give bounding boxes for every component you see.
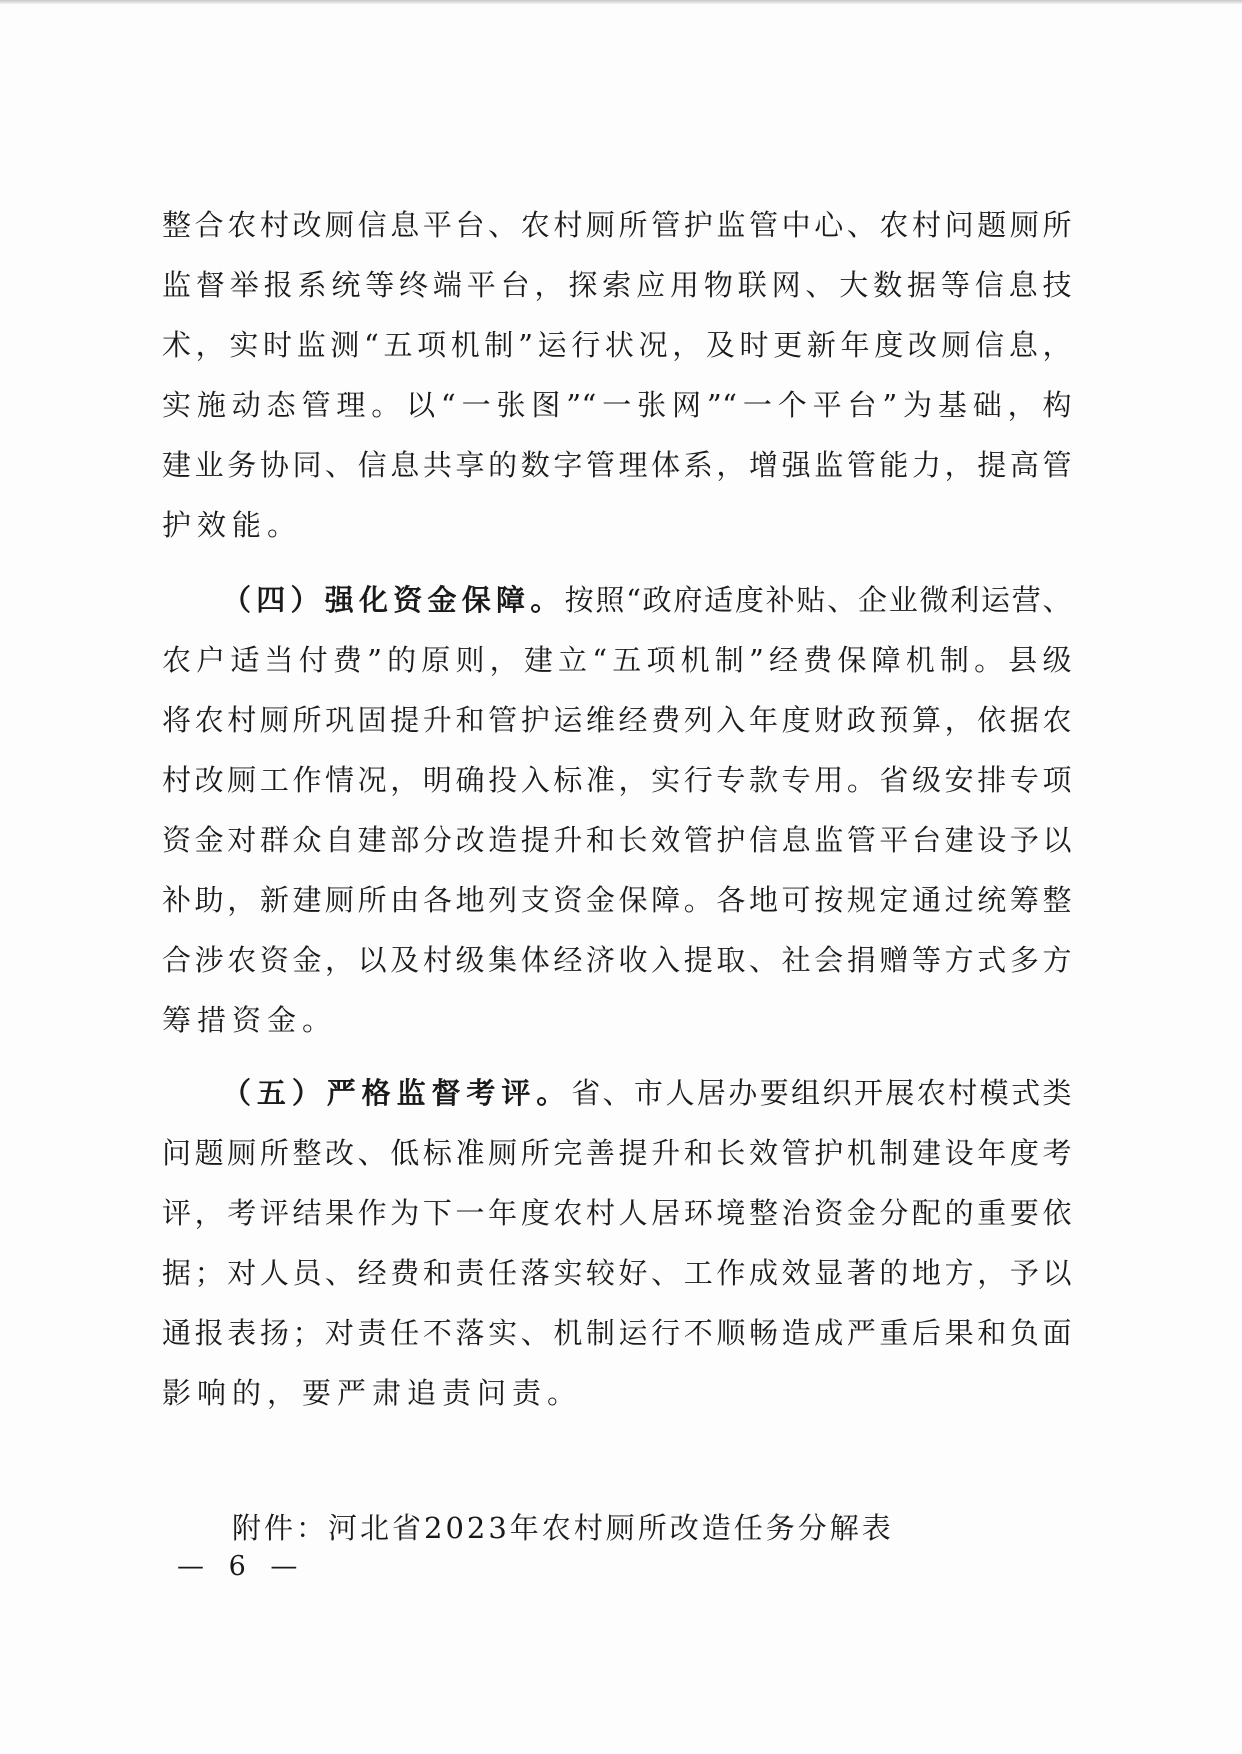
paragraph-first-line [222, 1073, 1072, 1113]
paragraph-line: 护效能。 [162, 508, 303, 542]
paragraph-line: 将农村厕所巩固提升和管护运维经费列入年度财政预算，依据农 [162, 703, 1072, 737]
paragraph-line: 合涉农资金，以及村级集体经济收入提取、社会捐赠等方式多方 [162, 943, 1072, 977]
paragraph-line: 筹措资金。 [162, 1003, 338, 1037]
paragraph-line: 农户适当付费”的原则，建立“五项机制”经费保障机制。县级 [162, 643, 1072, 677]
paragraph-text: 省、市人居办要组织开展农村模式类 [571, 1076, 1072, 1110]
paragraph-line: 影响的，要严肃追责问责。 [162, 1376, 583, 1410]
paragraph-line: 问题厕所整改、低标准厕所完善提升和长效管护机制建设年度考 [162, 1136, 1072, 1170]
paragraph-line: 建业务协同、信息共享的数字管理体系，增强监管能力，提高管 [162, 448, 1072, 482]
section-heading-supervision: （五）严格监督考评。 [222, 1076, 572, 1110]
paragraph-text: 按照“政府适度补贴、企业微利运营、 [564, 583, 1072, 617]
paragraph-line: 评，考评结果作为下一年度农村人居环境整治资金分配的重要依 [162, 1196, 1072, 1230]
section-heading-funding: （四）强化资金保障。 [222, 583, 565, 617]
attachment-note: 附件：河北省2023年农村厕所改造任务分解表 [232, 1511, 894, 1545]
paragraph-line: 术，实时监测“五项机制”运行状况，及时更新年度改厕信息， [162, 328, 1072, 362]
page-number: — 6 — [177, 1551, 306, 1582]
paragraph-line: 资金对群众自建部分改造提升和长效管护信息监管平台建设予以 [162, 823, 1072, 857]
paragraph-line: 补助，新建厕所由各地列支资金保障。各地可按规定通过统筹整 [162, 883, 1072, 917]
paragraph-line: 监督举报系统等终端平台，探索应用物联网、大数据等信息技 [162, 268, 1072, 302]
paragraph-line: 据；对人员、经费和责任落实较好、工作成效显著的地方，予以 [162, 1256, 1072, 1290]
paragraph-line: 实施动态管理。以“一张图”“一张网”“一个平台”为基础，构 [162, 388, 1072, 422]
paragraph-first-line [222, 580, 1072, 620]
paragraph-line: 通报表扬；对责任不落实、机制运行不顺畅造成严重后果和负面 [162, 1316, 1072, 1350]
scan-top-edge [0, 0, 1242, 4]
paragraph-line: 村改厕工作情况，明确投入标准，实行专款专用。省级安排专项 [162, 763, 1072, 797]
paragraph-line: 整合农村改厕信息平台、农村厕所管护监管中心、农村问题厕所 [162, 208, 1072, 242]
